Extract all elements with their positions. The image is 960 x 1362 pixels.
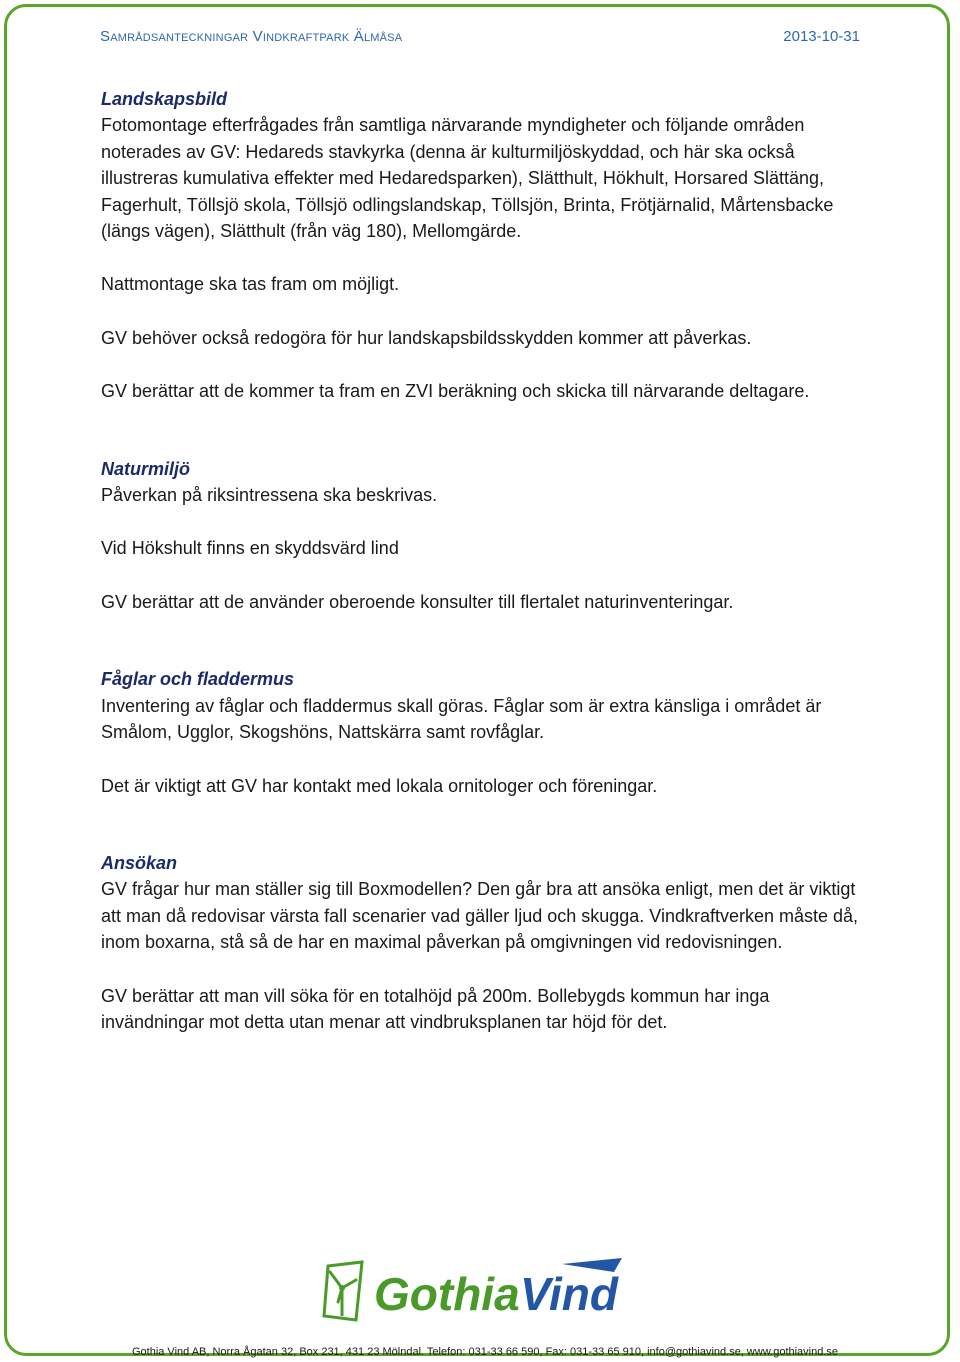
paragraph: Inventering av fåglar och fladdermus skall göras. Fåglar som är extra känsliga i området är Smålom, Ugglor, Skogshöns, Nattskärra samt rovfåglar. [101,695,822,743]
section-landskapsbild [101,86,861,405]
paragraph: GV frågar hur man ställer sig till Boxmodellen? Den går bra att ansöka enligt, men det är viktigt att man då redovisar värsta fall scenarier vad gäller ljud och skugga. Vindkraftverken måste då, inom boxarna, stå så de har en maximal påverkan på omgivningen vid redovisningen. [101,879,859,953]
paragraph: Påverkan på riksintressena ska beskrivas. [101,485,438,506]
document-body [101,86,861,1062]
document-title: Samrådsanteckningar Vindkraftpark Älmåsa [100,28,403,45]
paragraph: Det är viktigt att GV har kontakt med lokala ornitologer och föreningar. [101,775,658,796]
paragraph: Fotomontage efterfrågades från samtliga närvarande myndigheter och följande områden noterades av GV: Hedareds stavkyrka (denna är kulturmiljöskyddad, och här ska också illustreras kumulativa effekter med Hedaredsparken), Slätthult, Hökhult, Horsared Slättäng, Fagerhult, Töllsjö skola, Töllsjö odlingslandskap, Töllsjön, Brinta, Frötjärnalid, Mårtensbacke (längs vägen), Slätthult (från väg 180), Mellomgärde. [101,115,834,242]
document-date: 2013-10-31 [783,28,860,45]
section-ansokan [101,850,861,1035]
section-heading: Landskapsbild [101,89,228,109]
logo-text-gothia: Gothia [374,1268,520,1320]
section-faglar-och-fladdermus [101,666,861,799]
wind-turbine-icon [324,1262,362,1320]
section-naturmiljo [101,456,861,616]
paragraph: GV berättar att man vill söka för en totalhöjd på 200m. Bollebygds kommun har inga invändningar mot detta utan menar att vindbruksplanen tar höjd för det. [101,985,770,1032]
paragraph: Nattmontage ska tas fram om möjligt. [101,274,400,295]
page-header [100,28,860,48]
paragraph: Vid Hökshult finns en skyddsvärd lind [101,538,399,559]
paragraph: GV behöver också redogöra för hur landskapsbildsskydden kommer att påverkas. [101,327,752,348]
logo-graphic [322,1258,640,1324]
section-heading: Fåglar och fladdermus [101,669,295,690]
logo-text-vind: Vind [520,1268,618,1320]
section-heading: Ansökan [101,852,178,873]
paragraph: GV berättar att de använder oberoende konsulter till flertalet naturinventeringar. [101,591,734,612]
section-heading: Naturmiljö [101,458,191,479]
page-footer: Gothia Vind AB, Norra Ågatan 32, Box 231, 431 23 Mölndal. Telefon: 031-33 66 590, Fax: 031-33 65 910, info@gothiavind.se, www.gothiavind.se [131,1346,839,1358]
paragraph: GV berättar att de kommer ta fram en ZVI beräkning och skicka till närvarande deltagare. [101,381,810,402]
gothiavind-logo [322,1258,640,1324]
